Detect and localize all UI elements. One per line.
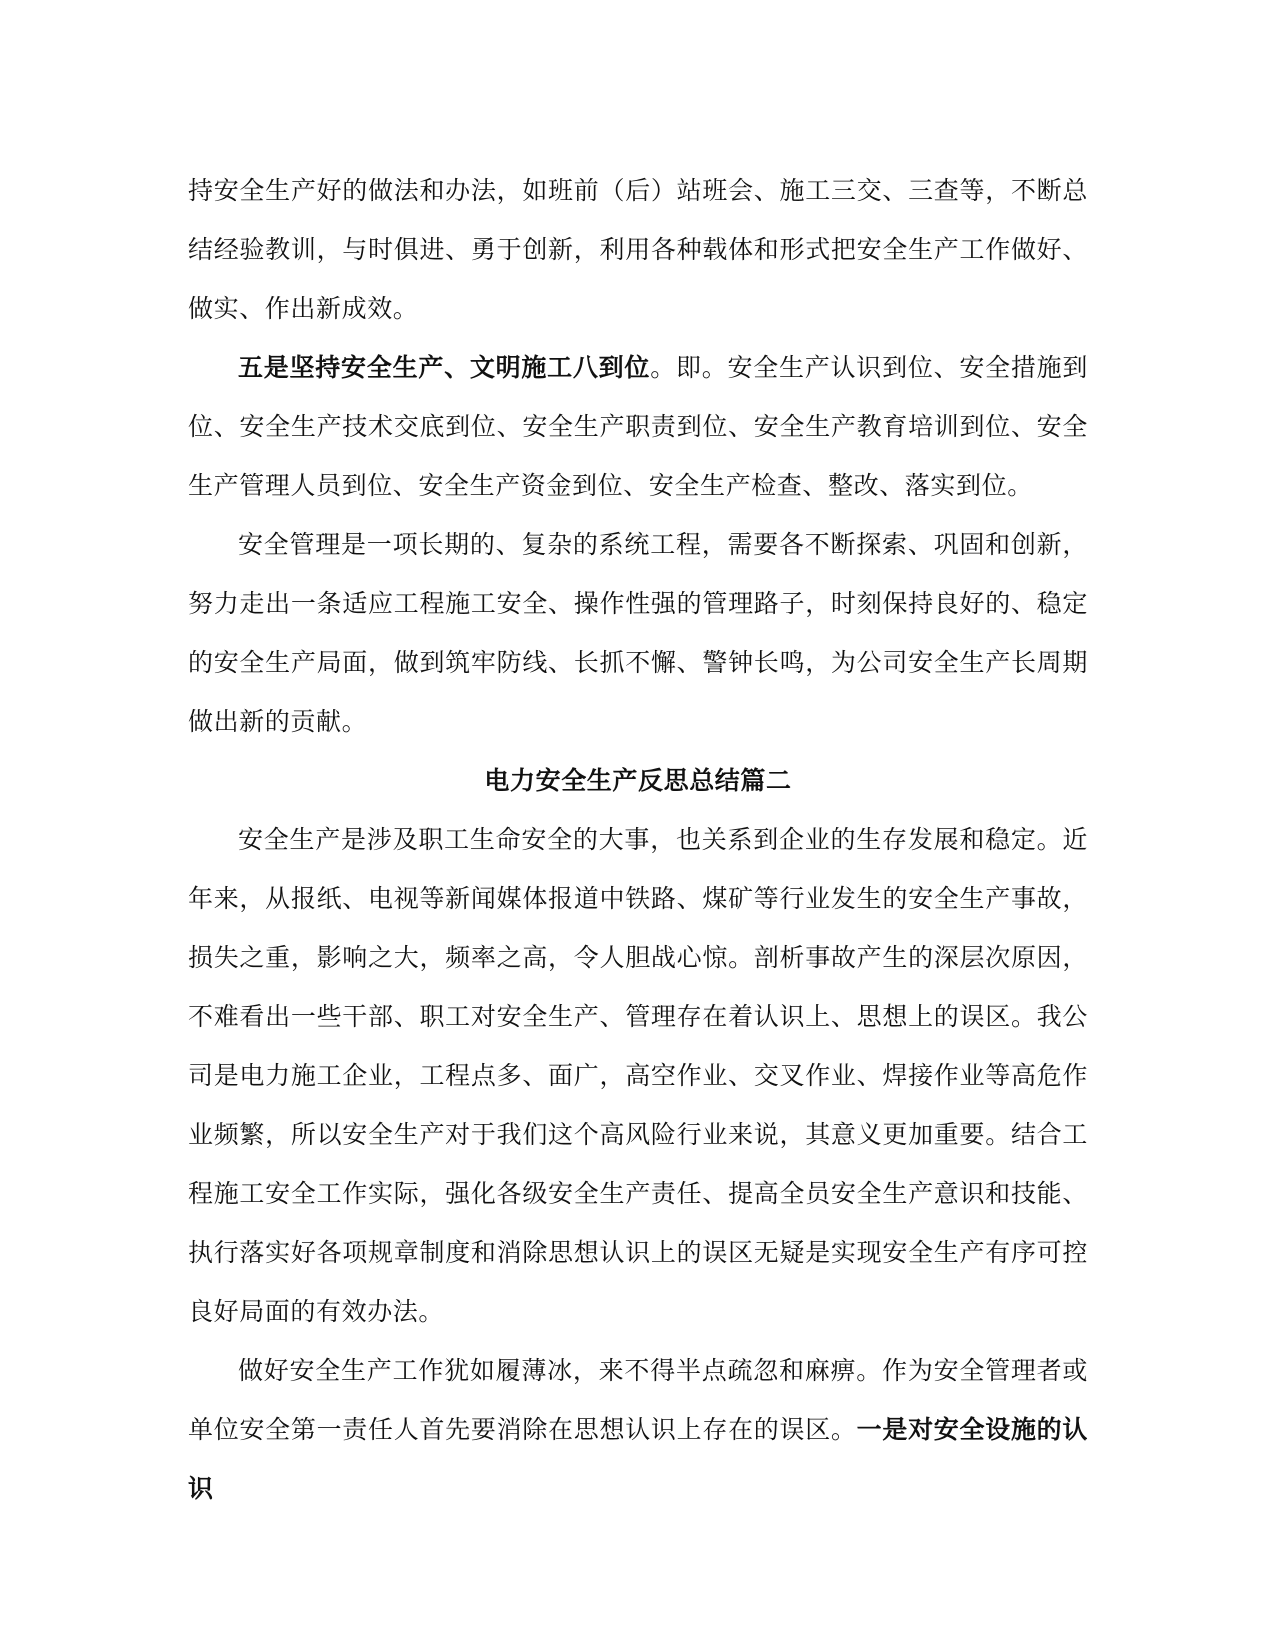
paragraph-3: 安全管理是一项长期的、复杂的系统工程，需要各不断探索、巩固和创新，努力走出一条适应工程施工安全、操作性强的管理路子，时刻保持良好的、稳定的安全生产局面，做到筑牢防线、长抓不懈、警钟长鸣，为公司安全生产长周期做出新的贡献。 [188, 530, 1088, 736]
paragraph-2-bold-lead: 五是坚持安全生产、文明施工八到位 [238, 353, 651, 382]
paragraph-5-bold-tail: 一是对安全设施的认识 [188, 1415, 1088, 1503]
paragraph-5-text: 做好安全生产工作犹如履薄冰，来不得半点疏忽和麻痹。作为安全管理者或单位安全第一责任人首先要消除在思想认识上存在的误区。 [188, 1356, 1088, 1444]
section-heading: 电力安全生产反思总结篇二 [484, 766, 792, 795]
paragraph-2 [188, 338, 1088, 515]
paragraph-2-text: 。即。安全生产认识到位、安全措施到位、安全生产技术交底到位、安全生产职责到位、安全生产教育培训到位、安全生产管理人员到位、安全生产资金到位、安全生产检查、整改、落实到位。 [188, 353, 1088, 500]
paragraph-4: 安全生产是涉及职工生命安全的大事，也关系到企业的生存发展和稳定。近年来，从报纸、电视等新闻媒体报道中铁路、煤矿等行业发生的安全生产事故，损失之重，影响之大，频率之高，令人胆战心惊。剖析事故产生的深层次原因，不难看出一些干部、职工对安全生产、管理存在着认识上、思想上的误区。我公司是电力施工企业，工程点多、面广，高空作业、交叉作业、焊接作业等高危作业频繁，所以安全生产对于我们这个高风险行业来说，其意义更加重要。结合工程施工安全工作实际，强化各级安全生产责任、提高全员安全生产意识和技能、执行落实好各项规章制度和消除思想认识上的误区无疑是实现安全生产有序可控良好局面的有效办法。 [188, 825, 1088, 1326]
document-body [188, 161, 1088, 1518]
paragraph-1: 持安全生产好的做法和办法，如班前（后）站班会、施工三交、三查等，不断总结经验教训，与时俱进、勇于创新，利用各种载体和形式把安全生产工作做好、做实、作出新成效。 [188, 176, 1088, 323]
paragraph-5 [188, 1341, 1088, 1518]
